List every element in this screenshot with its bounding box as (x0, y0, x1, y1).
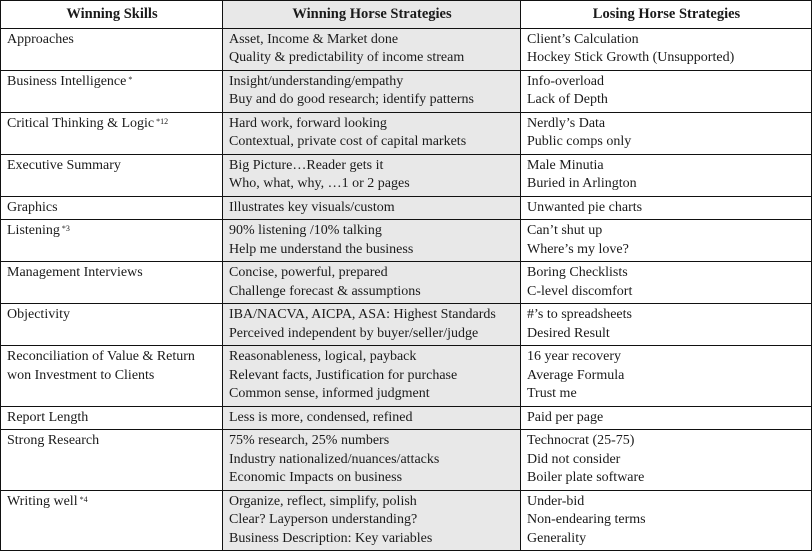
winning-strategy-cell (223, 406, 521, 430)
winning-strategy-cell (223, 430, 521, 491)
table-row (1, 406, 812, 430)
header-losing-horse-strategies: Losing Horse Strategies (521, 1, 812, 29)
skill-name: Listening (7, 223, 60, 238)
header-row (1, 1, 812, 29)
footnote-marker: *3 (61, 224, 70, 233)
skill-cell-line (7, 115, 217, 134)
skill-cell-line: Management Interviews (7, 265, 143, 280)
skill-cell (1, 70, 223, 112)
table-row (1, 220, 812, 262)
losing-strategy-cell-line: Trust me (527, 386, 577, 401)
losing-strategy-cell-line: Technocrat (25-75) (527, 433, 635, 448)
losing-strategy-cell-line: Paid per page (527, 409, 604, 425)
losing-strategy-cell-line: Non-endearing terms (527, 512, 646, 527)
table-row (1, 346, 812, 407)
losing-strategy-cell (521, 28, 812, 70)
winning-strategy-cell-line: Relevant facts, Justification for purchase (229, 367, 458, 383)
table-row (1, 28, 812, 70)
table-row (1, 154, 812, 196)
winning-strategy-cell-line: Perceived independent by buyer/seller/judge (229, 325, 479, 341)
winning-strategy-cell (223, 220, 521, 262)
table-row (1, 262, 812, 304)
winning-strategy-cell-line: Quality & predictability of income stream (229, 50, 465, 65)
winning-strategy-cell-line: IBA/NACVA, AICPA, ASA: Highest Standards (229, 307, 496, 322)
footnote-marker: *4 (79, 494, 88, 504)
table-row (1, 304, 812, 346)
losing-strategy-cell-line: Average Formula (527, 367, 625, 383)
winning-strategy-cell (223, 196, 521, 220)
table-row (1, 490, 812, 551)
winning-strategy-cell (223, 346, 521, 407)
winning-strategy-cell-line: Hard work, forward looking (229, 115, 387, 131)
skill-cell-line: won Investment to Clients (7, 367, 155, 383)
table-row (1, 430, 812, 491)
losing-strategy-cell-line: 16 year recovery (527, 349, 622, 364)
winning-strategy-cell-line: Business Description: Key variables (229, 530, 433, 546)
winning-strategy-cell-line: Asset, Income & Market done (229, 31, 399, 47)
header-winning-horse-strategies: Winning Horse Strategies (223, 1, 521, 29)
winning-strategy-cell-line: Reasonableness, logical, payback (229, 349, 417, 364)
losing-strategy-cell (521, 196, 812, 220)
table-row (1, 112, 812, 154)
winning-strategy-cell-line: Illustrates key visuals/custom (229, 199, 395, 215)
losing-strategy-cell-line: Male Minutia (527, 157, 604, 173)
skill-cell-line: Objectivity (7, 307, 70, 322)
losing-strategy-cell-line: Boring Checklists (527, 265, 628, 280)
losing-strategy-cell-line: Unwanted pie charts (527, 199, 643, 215)
winning-strategy-cell-line: Contextual, private cost of capital markets (229, 134, 467, 149)
winning-strategy-cell (223, 154, 521, 196)
losing-strategy-cell-line: Buried in Arlington (527, 176, 637, 191)
table-row (1, 196, 812, 220)
winning-strategy-cell (223, 28, 521, 70)
skill-cell-line: Reconciliation of Value & Return (7, 349, 195, 364)
losing-strategy-cell-line: Nerdly’s Data (527, 115, 606, 131)
losing-strategy-cell-line: Did not consider (527, 451, 621, 467)
skill-cell (1, 196, 223, 220)
winning-strategy-cell (223, 490, 521, 551)
losing-strategy-cell-line: Generality (527, 530, 587, 546)
winning-strategy-cell-line: 90% listening /10% talking (229, 223, 382, 238)
winning-strategy-cell-line: Insight/understanding/empathy (229, 73, 404, 89)
skill-name: Business Intelligence (7, 73, 127, 89)
losing-strategy-cell-line: Client’s Calculation (527, 31, 639, 47)
losing-strategy-cell-line: Hockey Stick Growth (Unsupported) (527, 50, 735, 65)
losing-strategy-cell-line: C-level discomfort (527, 283, 633, 299)
winning-strategy-cell-line: 75% research, 25% numbers (229, 433, 390, 448)
skill-cell (1, 406, 223, 430)
winning-strategy-cell-line: Challenge forecast & assumptions (229, 283, 421, 299)
table-row (1, 70, 812, 112)
skill-cell (1, 112, 223, 154)
winning-strategy-cell-line: Clear? Layperson understanding? (229, 512, 418, 527)
skill-name: Writing well (7, 493, 78, 509)
winning-strategy-cell (223, 112, 521, 154)
header-winning-skills: Winning Skills (1, 1, 223, 29)
skill-cell-line (7, 493, 217, 512)
skill-cell (1, 304, 223, 346)
losing-strategy-cell-line: Under-bid (527, 493, 585, 509)
losing-strategy-cell-line: Desired Result (527, 325, 610, 341)
winning-strategy-cell (223, 262, 521, 304)
losing-strategy-cell-line: Info-overload (527, 73, 604, 89)
footnote-marker: * (128, 74, 133, 84)
skill-cell (1, 262, 223, 304)
losing-strategy-cell (521, 154, 812, 196)
skill-cell-line: Executive Summary (7, 157, 121, 173)
losing-strategy-cell (521, 490, 812, 551)
skill-name: Critical Thinking & Logic (7, 115, 155, 131)
losing-strategy-cell (521, 220, 812, 262)
skill-cell (1, 154, 223, 196)
winning-strategy-cell (223, 304, 521, 346)
losing-strategy-cell (521, 262, 812, 304)
winning-strategy-cell-line: Common sense, informed judgment (229, 386, 430, 401)
winning-strategy-cell-line: Big Picture…Reader gets it (229, 157, 384, 173)
losing-strategy-cell-line: Can’t shut up (527, 223, 603, 238)
losing-strategy-cell (521, 304, 812, 346)
skill-cell-line (7, 73, 217, 92)
skill-cell (1, 490, 223, 551)
winning-strategy-cell-line: Industry nationalized/nuances/attacks (229, 451, 440, 467)
skill-cell (1, 346, 223, 407)
losing-strategy-cell-line: Boiler plate software (527, 470, 645, 485)
skill-cell (1, 28, 223, 70)
winning-strategy-cell-line: Organize, reflect, simplify, polish (229, 493, 417, 509)
winning-strategy-cell-line: Less is more, condensed, refined (229, 409, 413, 425)
winning-strategy-cell (223, 70, 521, 112)
losing-strategy-cell-line: Lack of Depth (527, 92, 608, 107)
losing-strategy-cell (521, 112, 812, 154)
footnote-marker: *12 (156, 116, 169, 126)
skill-cell-line: Graphics (7, 199, 58, 215)
losing-strategy-cell (521, 346, 812, 407)
skill-cell (1, 430, 223, 491)
winning-strategy-cell-line: Concise, powerful, prepared (229, 265, 388, 280)
losing-strategy-cell-line: Public comps only (527, 134, 632, 149)
skill-cell-line (7, 222, 217, 241)
skill-cell-line: Strong Research (7, 433, 100, 448)
winning-strategy-cell-line: Buy and do good research; identify patterns (229, 92, 474, 107)
losing-strategy-cell-line: #’s to spreadsheets (527, 307, 632, 322)
winning-strategy-cell-line: Economic Impacts on business (229, 470, 403, 485)
winning-strategy-cell-line: Help me understand the business (229, 241, 414, 257)
winning-strategy-cell-line: Who, what, why, …1 or 2 pages (229, 176, 410, 191)
skill-cell (1, 220, 223, 262)
losing-strategy-cell-line: Where’s my love? (527, 241, 629, 257)
table-body (1, 28, 812, 551)
skill-cell-line: Report Length (7, 409, 89, 425)
losing-strategy-cell (521, 430, 812, 491)
losing-strategy-cell (521, 70, 812, 112)
skill-cell-line: Approaches (7, 31, 74, 47)
losing-strategy-cell (521, 406, 812, 430)
